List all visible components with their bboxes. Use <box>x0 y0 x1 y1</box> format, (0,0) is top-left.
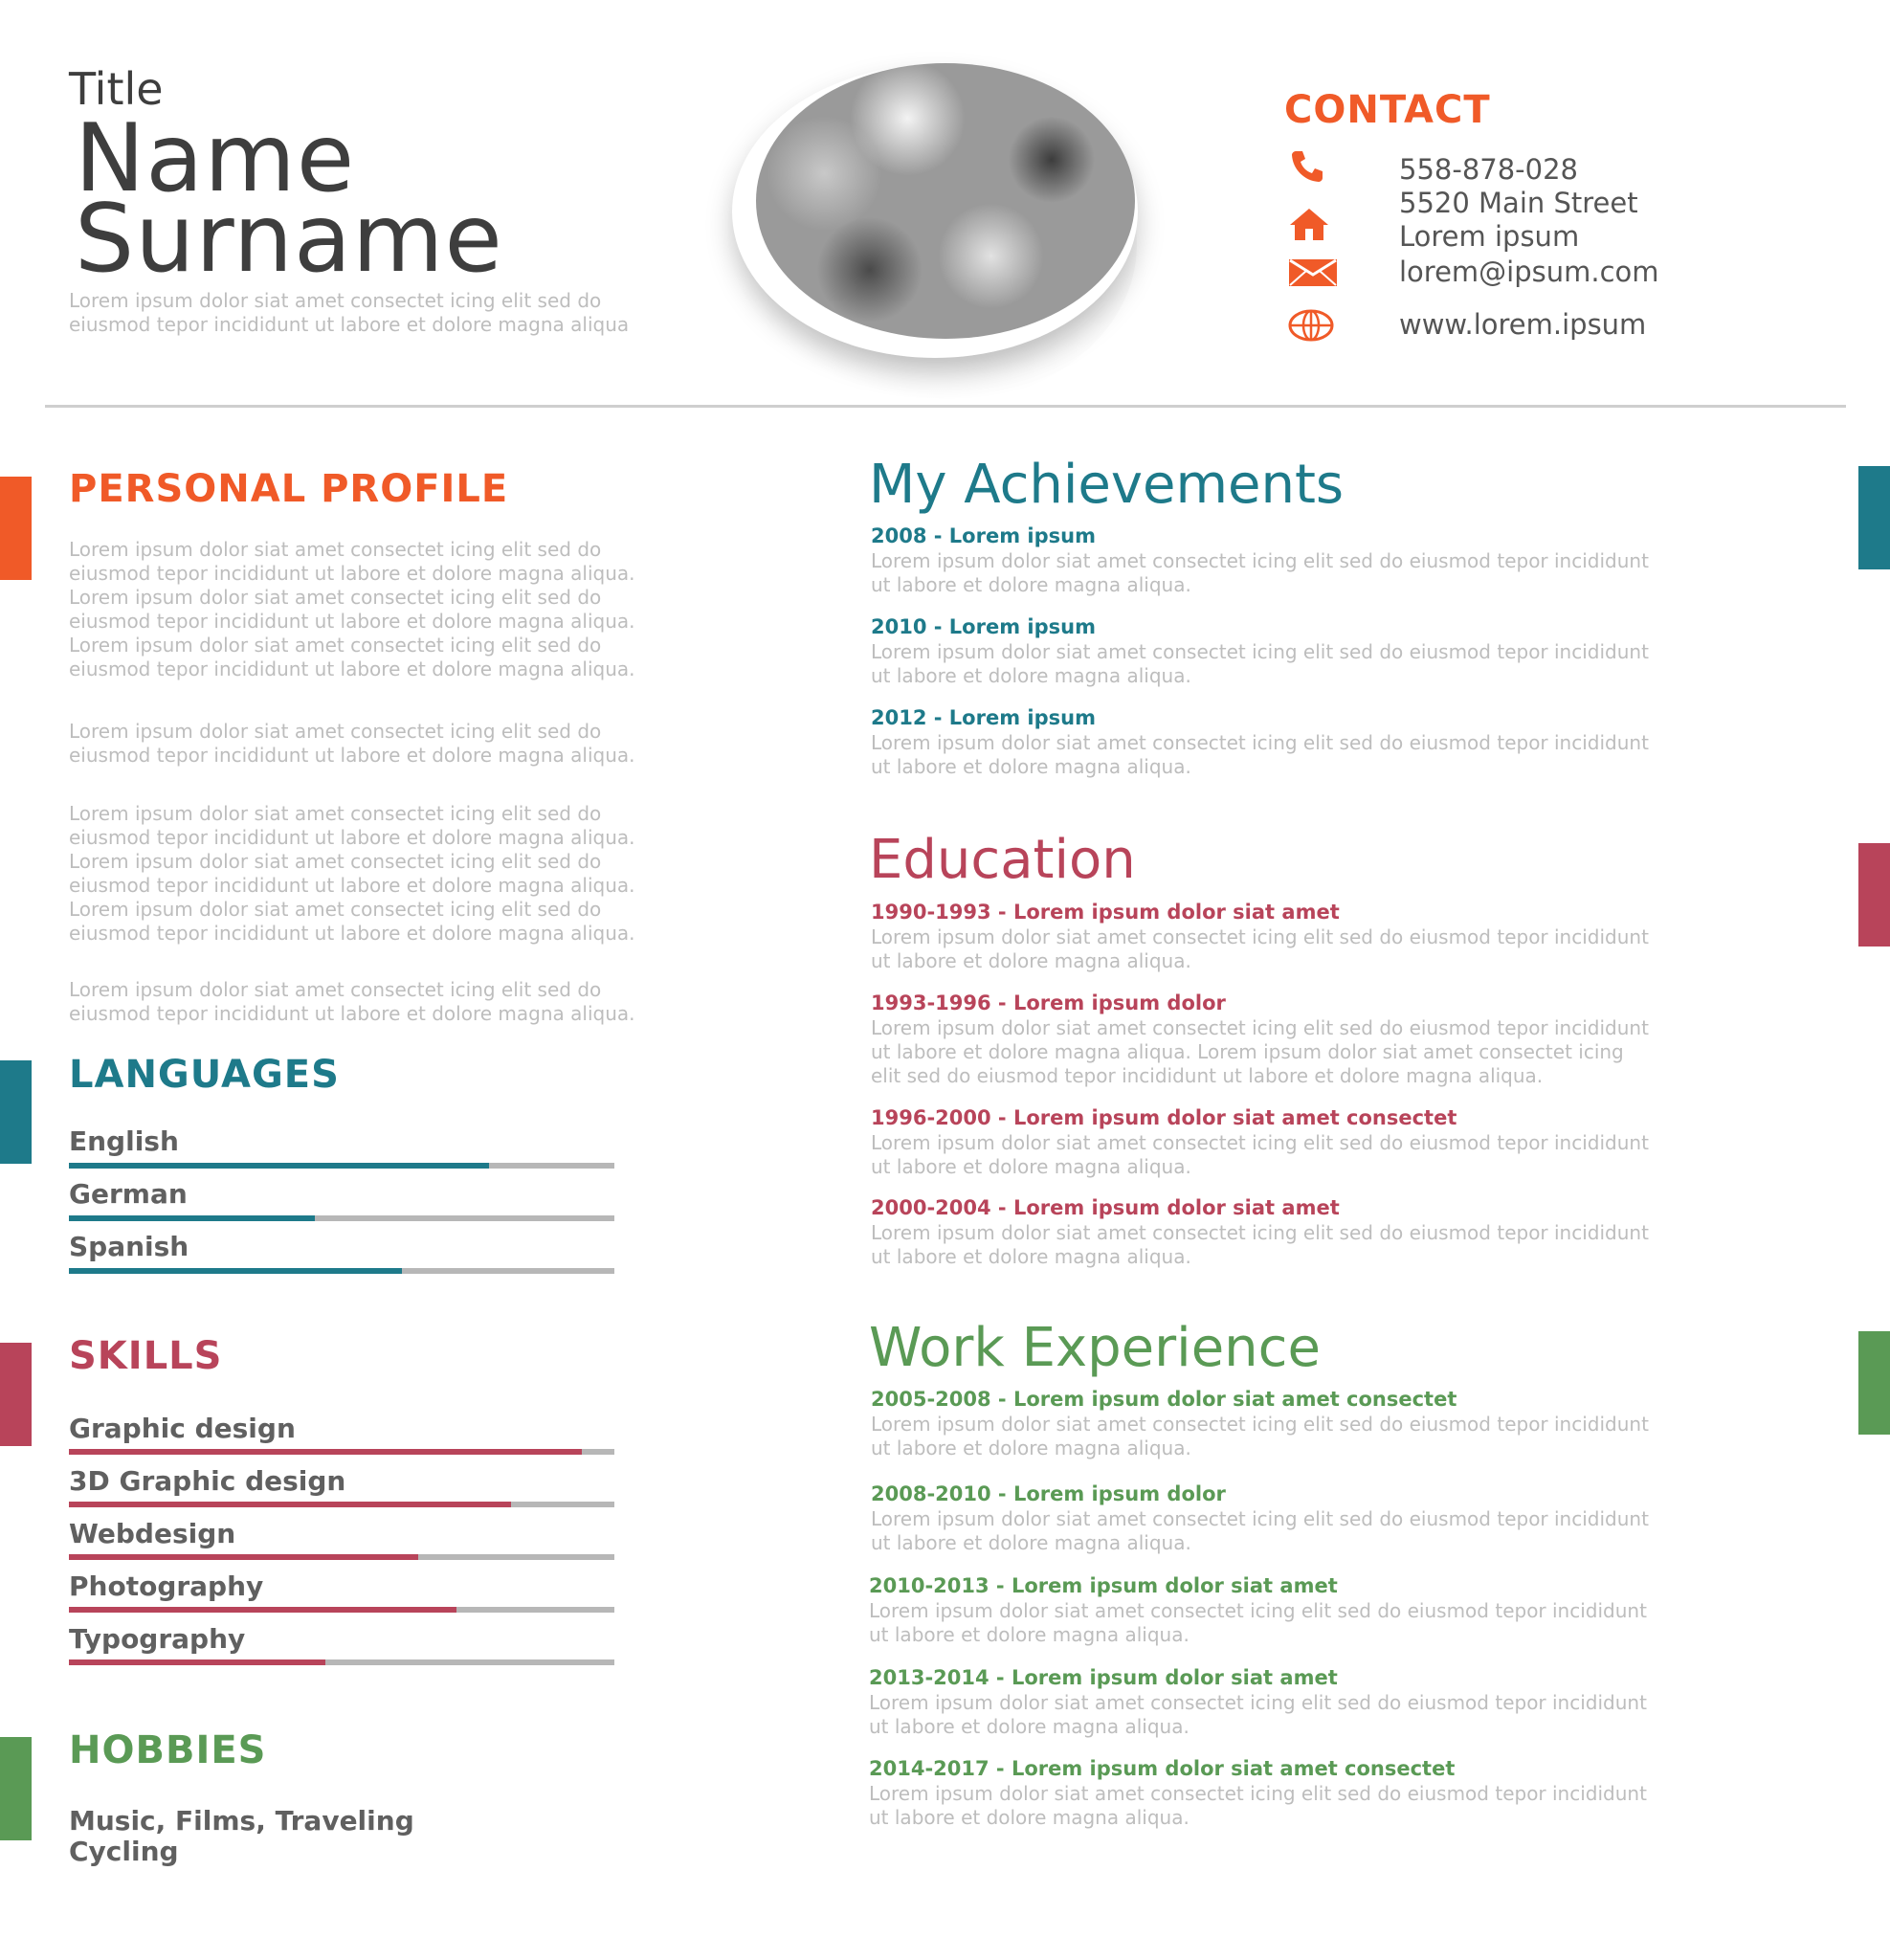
intro-line: eiusmod tepor incididunt ut labore et dolore magna aliqua <box>69 313 630 336</box>
language-level-bar <box>69 1215 614 1221</box>
work-item-heading: 2014-2017 - Lorem ipsum dolor siat amet consectet <box>869 1757 1456 1780</box>
language-level-fill <box>69 1215 315 1221</box>
skill-label: Webdesign <box>69 1518 236 1549</box>
education-heading: Education <box>869 829 1136 891</box>
education-marker-bar <box>1858 843 1890 947</box>
work-item-heading: 2013-2014 - Lorem ipsum dolor siat amet <box>869 1666 1338 1689</box>
language-level-fill <box>69 1163 489 1169</box>
contact-email[interactable]: lorem@ipsum.com <box>1399 256 1659 288</box>
language-label: English <box>69 1125 179 1157</box>
work-item-text: Lorem ipsum dolor siat amet consectet icing elit sed do eiusmod tepor incididunt ut labore et dolore magna aliqua. <box>871 1413 1649 1459</box>
work-item-text: Lorem ipsum dolor siat amet consectet icing elit sed do eiusmod tepor incididunt ut labore et dolore magna aliqua. <box>869 1691 1647 1738</box>
education-item-text: Lorem ipsum dolor siat amet consectet icing elit sed do eiusmod tepor incididunt ut labore et dolore magna aliqua. <box>871 1131 1649 1178</box>
skill-level-bar <box>69 1659 614 1665</box>
work-item-text: Lorem ipsum dolor siat amet consectet icing elit sed do eiusmod tepor incididunt ut labore et dolore magna aliqua. <box>869 1599 1647 1646</box>
languages-marker-bar <box>0 1060 32 1164</box>
skill-level-fill <box>69 1554 418 1560</box>
skill-level-fill <box>69 1659 325 1665</box>
profile-marker-bar <box>0 477 32 580</box>
achievement-heading: 2008 - Lorem ipsum <box>871 524 1096 547</box>
hobbies-line: Cycling <box>69 1836 179 1867</box>
work-item-heading: 2008-2010 - Lorem ipsum dolor <box>871 1482 1226 1505</box>
education-item-text: Lorem ipsum dolor siat amet consectet icing elit sed do eiusmod tepor incididunt ut labore et dolore magna aliqua. <box>871 1221 1649 1268</box>
achievements-heading: My Achievements <box>869 454 1345 516</box>
skills-marker-bar <box>0 1343 32 1446</box>
language-level-bar <box>69 1268 614 1274</box>
skill-label: Typography <box>69 1623 246 1655</box>
education-item-text: Lorem ipsum dolor siat amet consectet icing elit sed do eiusmod tepor incididunt ut labore et dolore magna aliqua. Lorem ipsum dolor siat amet consectet icing elit sed do eiusmod tepor incididunt ut labore et dolore magna aliqua. <box>871 1016 1649 1087</box>
intro-text <box>69 289 758 337</box>
achievement-text: Lorem ipsum dolor siat amet consectet icing elit sed do eiusmod tepor incididunt ut labore et dolore magna aliqua. <box>871 731 1649 778</box>
achievement-heading: 2012 - Lorem ipsum <box>871 706 1096 729</box>
language-level-fill <box>69 1268 402 1274</box>
work-item-text: Lorem ipsum dolor siat amet consectet icing elit sed do eiusmod tepor incididunt ut labore et dolore magna aliqua. <box>871 1507 1649 1554</box>
header-divider <box>45 405 1846 408</box>
education-item-heading: 1996-2000 - Lorem ipsum dolor siat amet consectet <box>871 1106 1457 1129</box>
education-item-text: Lorem ipsum dolor siat amet consectet icing elit sed do eiusmod tepor incididunt ut labore et dolore magna aliqua. <box>871 925 1649 972</box>
profile-paragraph-4: Lorem ipsum dolor siat amet consectet icing elit sed do eiusmod tepor incididunt ut labore et dolore magna aliqua. <box>69 978 635 1025</box>
surname: Surname <box>75 185 503 294</box>
skill-label: Graphic design <box>69 1413 296 1444</box>
envelope-icon <box>1288 258 1338 297</box>
contact-phone[interactable]: 558-878-028 <box>1399 153 1578 186</box>
work-item-text: Lorem ipsum dolor siat amet consectet icing elit sed do eiusmod tepor incididunt ut labore et dolore magna aliqua. <box>869 1782 1647 1829</box>
globe-icon <box>1288 308 1334 346</box>
language-label: German <box>69 1178 188 1210</box>
skill-level-bar <box>69 1554 614 1560</box>
achievement-heading: 2010 - Lorem ipsum <box>871 615 1096 638</box>
profile-paragraph-1: Lorem ipsum dolor siat amet consectet icing elit sed do eiusmod tepor incididunt ut labore et dolore magna aliqua. Lorem ipsum dolor siat amet consectet icing elit sed do eiusmod tepor incididunt ut labore et dolore magna aliqua. Lorem ipsum dolor siat amet consectet icing elit sed do eiusmod tepor incididunt ut labore et dolore magna aliqua. <box>69 538 635 680</box>
profile-paragraph-2: Lorem ipsum dolor siat amet consectet icing elit sed do eiusmod tepor incididunt ut labore et dolore magna aliqua. <box>69 720 635 767</box>
hobbies-heading: HOBBIES <box>69 1728 267 1772</box>
skill-level-fill <box>69 1449 582 1455</box>
intro-line: Lorem ipsum dolor siat amet consectet icing elit sed do <box>69 289 602 312</box>
skill-level-bar <box>69 1502 614 1507</box>
profile-photo <box>756 63 1135 339</box>
skill-level-fill <box>69 1607 456 1613</box>
personal-profile-heading: PERSONAL PROFILE <box>69 467 509 511</box>
contact-website[interactable]: www.lorem.ipsum <box>1399 308 1647 341</box>
contact-address-line1: 5520 Main Street <box>1399 187 1638 219</box>
achievements-marker-bar <box>1858 466 1890 569</box>
hobbies-list <box>69 1806 414 1867</box>
profile-paragraph-3: Lorem ipsum dolor siat amet consectet icing elit sed do eiusmod tepor incididunt ut labore et dolore magna aliqua. Lorem ipsum dolor siat amet consectet icing elit sed do eiusmod tepor incididunt ut labore et dolore magna aliqua. Lorem ipsum dolor siat amet consectet icing elit sed do eiusmod tepor incididunt ut labore et dolore magna aliqua. <box>69 802 635 945</box>
contact-address-line2: Lorem ipsum <box>1399 220 1580 253</box>
full-name <box>75 104 503 294</box>
first-name: Name <box>75 104 356 213</box>
phone-icon <box>1288 147 1326 186</box>
hobbies-line: Music, Films, Traveling <box>69 1805 414 1837</box>
achievement-text: Lorem ipsum dolor siat amet consectet icing elit sed do eiusmod tepor incididunt ut labore et dolore magna aliqua. <box>871 549 1649 596</box>
education-item-heading: 2000-2004 - Lorem ipsum dolor siat amet <box>871 1196 1340 1219</box>
skill-label: Photography <box>69 1570 264 1602</box>
home-icon <box>1288 205 1326 243</box>
work-item-heading: 2005-2008 - Lorem ipsum dolor siat amet consectet <box>871 1388 1457 1411</box>
language-level-bar <box>69 1163 614 1169</box>
contact-heading: CONTACT <box>1284 88 1491 132</box>
education-item-heading: 1990-1993 - Lorem ipsum dolor siat amet <box>871 901 1340 924</box>
work-marker-bar <box>1858 1331 1890 1435</box>
work-heading: Work Experience <box>869 1317 1321 1379</box>
achievement-text: Lorem ipsum dolor siat amet consectet icing elit sed do eiusmod tepor incididunt ut labore et dolore magna aliqua. <box>871 640 1649 687</box>
skill-level-bar <box>69 1449 614 1455</box>
skill-level-fill <box>69 1502 511 1507</box>
language-label: Spanish <box>69 1231 189 1262</box>
skill-label: 3D Graphic design <box>69 1465 346 1497</box>
languages-heading: LANGUAGES <box>69 1053 340 1097</box>
resume-title: Title <box>69 63 164 115</box>
skills-heading: SKILLS <box>69 1334 223 1378</box>
work-item-heading: 2010-2013 - Lorem ipsum dolor siat amet <box>869 1574 1338 1597</box>
hobbies-marker-bar <box>0 1737 32 1840</box>
education-item-heading: 1993-1996 - Lorem ipsum dolor <box>871 991 1226 1014</box>
skill-level-bar <box>69 1607 614 1613</box>
